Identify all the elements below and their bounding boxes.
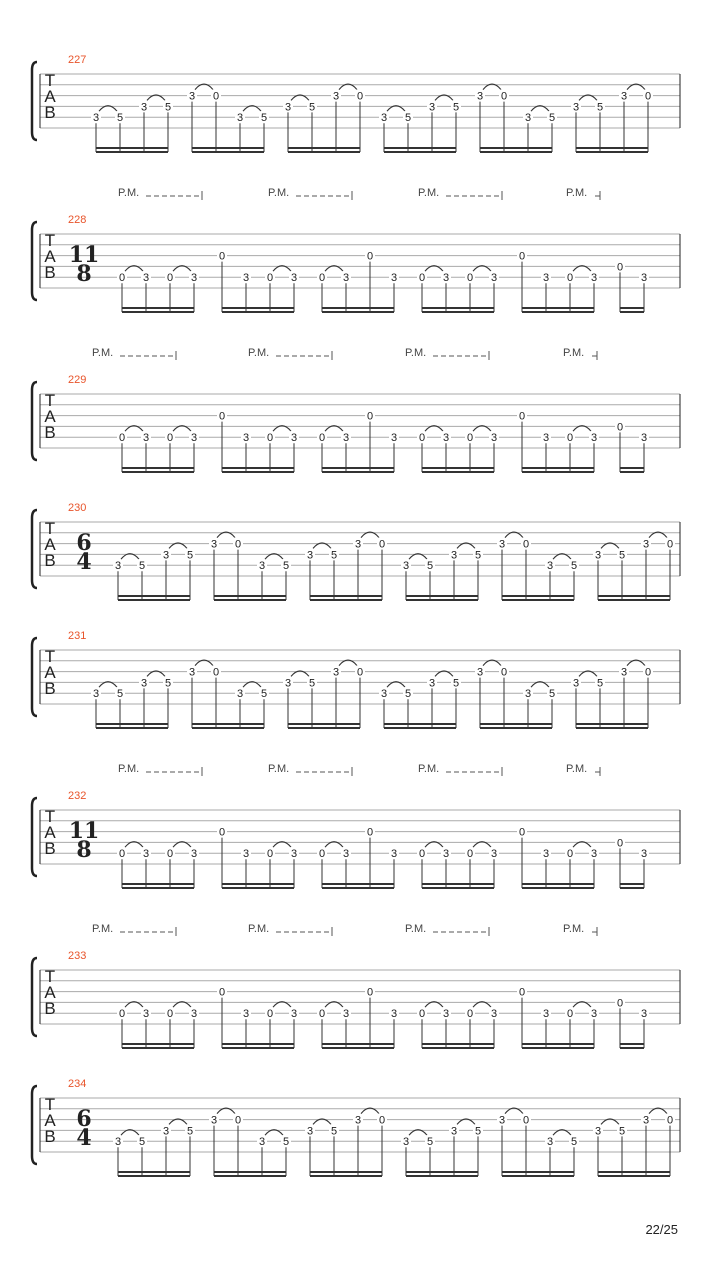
fret-number: 0	[666, 538, 674, 551]
fret-number: 0	[418, 848, 426, 861]
fret-number: 0	[266, 432, 274, 445]
fret-number: 0	[500, 666, 508, 679]
fret-number: 5	[282, 560, 290, 573]
tab-system	[32, 187, 680, 312]
fret-number: 3	[92, 112, 100, 125]
fret-number: 0	[234, 1114, 242, 1127]
measure-number: 234	[68, 1078, 87, 1090]
fret-number: 5	[596, 101, 604, 114]
system-bracket	[32, 62, 37, 140]
fret-number: 3	[114, 1136, 122, 1149]
fret-number: 3	[284, 677, 292, 690]
fret-number: 3	[290, 848, 298, 861]
tab-system	[32, 502, 680, 600]
fret-number: 3	[450, 549, 458, 562]
system-bracket	[32, 958, 37, 1036]
fret-number: 5	[282, 1136, 290, 1149]
fret-number: 3	[242, 1008, 250, 1021]
fret-number: 0	[366, 250, 374, 263]
fret-number: 3	[162, 549, 170, 562]
fret-number: 5	[260, 112, 268, 125]
fret-number: 5	[548, 688, 556, 701]
fret-number: 0	[118, 272, 126, 285]
fret-number: 3	[306, 549, 314, 562]
fret-number: 3	[236, 688, 244, 701]
system-bracket	[32, 382, 37, 460]
palm-mute-label: P.M.	[563, 923, 585, 935]
fret-number: 0	[212, 666, 220, 679]
fret-number: 0	[644, 90, 652, 103]
fret-number: 3	[490, 432, 498, 445]
fret-number: 3	[428, 677, 436, 690]
fret-number: 3	[594, 549, 602, 562]
palm-mute-label: P.M.	[418, 763, 440, 775]
fret-number: 5	[308, 677, 316, 690]
fret-number: 0	[218, 986, 226, 999]
fret-number: 5	[570, 560, 578, 573]
fret-number: 3	[590, 1008, 598, 1021]
fret-number: 3	[490, 272, 498, 285]
fret-number: 3	[284, 101, 292, 114]
fret-number: 0	[566, 272, 574, 285]
tab-clef-letter: A	[44, 407, 56, 426]
fret-number: 5	[308, 101, 316, 114]
time-signature-bottom: 4	[76, 549, 92, 575]
fret-number: 0	[318, 1008, 326, 1021]
fret-number: 3	[142, 432, 150, 445]
fret-number: 3	[640, 848, 648, 861]
fret-number: 0	[318, 848, 326, 861]
fret-number: 3	[258, 1136, 266, 1149]
fret-number: 3	[380, 688, 388, 701]
fret-number: 3	[210, 1114, 218, 1127]
fret-number: 5	[330, 1125, 338, 1138]
time-signature-top: 6	[76, 530, 92, 556]
fret-number: 0	[466, 1008, 474, 1021]
fret-number: 3	[390, 848, 398, 861]
fret-number: 5	[596, 677, 604, 690]
fret-number: 3	[542, 848, 550, 861]
fret-number: 3	[92, 688, 100, 701]
fret-number: 3	[390, 272, 398, 285]
fret-number: 3	[498, 538, 506, 551]
fret-number: 3	[354, 538, 362, 551]
fret-number: 3	[640, 432, 648, 445]
fret-number: 5	[452, 101, 460, 114]
fret-number: 3	[188, 90, 196, 103]
fret-number: 0	[212, 90, 220, 103]
fret-number: 3	[332, 666, 340, 679]
measure-number: 233	[68, 950, 87, 962]
tab-clef-letter: B	[44, 679, 56, 698]
fret-number: 0	[234, 538, 242, 551]
system-bracket	[32, 1086, 37, 1164]
fret-number: 5	[164, 101, 172, 114]
fret-number: 0	[318, 432, 326, 445]
fret-number: 3	[290, 432, 298, 445]
fret-number: 3	[620, 90, 628, 103]
fret-number: 5	[618, 1125, 626, 1138]
fret-number: 0	[378, 1114, 386, 1127]
fret-number: 0	[518, 826, 526, 839]
fret-number: 0	[616, 997, 624, 1010]
fret-number: 5	[618, 549, 626, 562]
fret-number: 3	[476, 90, 484, 103]
fret-number: 3	[236, 112, 244, 125]
fret-number: 3	[142, 272, 150, 285]
fret-number: 0	[418, 432, 426, 445]
tab-clef-letter: B	[44, 839, 56, 858]
fret-number: 3	[162, 1125, 170, 1138]
tab-clef-letter: B	[44, 551, 56, 570]
tab-clef-letter: B	[44, 423, 56, 442]
fret-number: 3	[342, 848, 350, 861]
fret-number: 0	[366, 986, 374, 999]
tab-clef-letter: A	[44, 983, 56, 1002]
fret-number: 5	[426, 560, 434, 573]
fret-number: 5	[474, 549, 482, 562]
palm-mute-label: P.M.	[268, 763, 290, 775]
fret-number: 3	[524, 112, 532, 125]
palm-mute-label: P.M.	[92, 347, 114, 359]
system-bracket	[32, 638, 37, 716]
fret-number: 3	[546, 1136, 554, 1149]
time-signature-bottom: 8	[76, 261, 92, 287]
fret-number: 0	[666, 1114, 674, 1127]
fret-number: 3	[342, 432, 350, 445]
fret-number: 0	[378, 538, 386, 551]
fret-number: 3	[594, 1125, 602, 1138]
fret-number: 0	[522, 538, 530, 551]
fret-number: 3	[140, 101, 148, 114]
fret-number: 3	[546, 560, 554, 573]
measure-number: 228	[68, 214, 87, 226]
fret-number: 5	[164, 677, 172, 690]
tab-clef-letter: T	[44, 391, 56, 410]
fret-number: 3	[542, 1008, 550, 1021]
fret-number: 3	[114, 560, 122, 573]
fret-number: 0	[566, 1008, 574, 1021]
fret-number: 3	[498, 1114, 506, 1127]
fret-number: 0	[518, 250, 526, 263]
fret-number: 3	[450, 1125, 458, 1138]
fret-number: 5	[570, 1136, 578, 1149]
fret-number: 3	[590, 432, 598, 445]
fret-number: 0	[566, 432, 574, 445]
palm-mute-label: P.M.	[118, 763, 140, 775]
palm-mute-label: P.M.	[418, 187, 440, 199]
fret-number: 3	[402, 560, 410, 573]
fret-number: 3	[490, 1008, 498, 1021]
palm-mute-label: P.M.	[566, 187, 588, 199]
fret-number: 0	[266, 848, 274, 861]
fret-number: 3	[572, 677, 580, 690]
fret-number: 5	[404, 112, 412, 125]
fret-number: 3	[190, 848, 198, 861]
fret-number: 0	[266, 1008, 274, 1021]
fret-number: 0	[418, 1008, 426, 1021]
fret-number: 5	[116, 112, 124, 125]
fret-number: 0	[466, 432, 474, 445]
palm-mute-label: P.M.	[248, 923, 270, 935]
fret-number: 3	[442, 272, 450, 285]
fret-number: 3	[140, 677, 148, 690]
fret-number: 0	[166, 848, 174, 861]
fret-number: 3	[258, 560, 266, 573]
fret-number: 3	[332, 90, 340, 103]
fret-number: 0	[566, 848, 574, 861]
fret-number: 5	[452, 677, 460, 690]
fret-number: 0	[118, 1008, 126, 1021]
time-signature-top: 11	[68, 242, 100, 268]
fret-number: 0	[118, 432, 126, 445]
fret-number: 3	[402, 1136, 410, 1149]
fret-number: 3	[190, 272, 198, 285]
fret-number: 0	[166, 432, 174, 445]
fret-number: 0	[616, 421, 624, 434]
palm-mute-label: P.M.	[92, 923, 114, 935]
palm-mute-label: P.M.	[405, 347, 427, 359]
tab-clef-letter: T	[44, 807, 56, 826]
fret-number: 3	[142, 1008, 150, 1021]
fret-number: 3	[442, 1008, 450, 1021]
fret-number: 3	[642, 538, 650, 551]
fret-number: 5	[330, 549, 338, 562]
fret-number: 3	[290, 1008, 298, 1021]
tab-system	[32, 630, 680, 728]
tab-clef-letter: B	[44, 999, 56, 1018]
fret-number: 0	[356, 666, 364, 679]
tab-system	[32, 347, 680, 472]
fret-number: 3	[242, 848, 250, 861]
fret-number: 0	[522, 1114, 530, 1127]
tab-clef-letter: A	[44, 1111, 56, 1130]
measure-number: 231	[68, 630, 87, 642]
tab-clef-letter: A	[44, 535, 56, 554]
fret-number: 0	[356, 90, 364, 103]
fret-number: 0	[644, 666, 652, 679]
tab-clef-letter: T	[44, 1095, 56, 1114]
fret-number: 0	[166, 1008, 174, 1021]
fret-number: 0	[466, 272, 474, 285]
fret-number: 0	[218, 410, 226, 423]
palm-mute-label: P.M.	[563, 347, 585, 359]
fret-number: 0	[518, 986, 526, 999]
fret-number: 3	[190, 1008, 198, 1021]
fret-number: 3	[142, 848, 150, 861]
system-bracket	[32, 222, 37, 300]
fret-number: 0	[418, 272, 426, 285]
time-signature-bottom: 4	[76, 1125, 92, 1151]
measure-number: 230	[68, 502, 87, 514]
time-signature-top: 11	[68, 818, 100, 844]
fret-number: 0	[266, 272, 274, 285]
tab-clef-letter: T	[44, 519, 56, 538]
measure-number: 232	[68, 790, 87, 802]
tab-clef-letter: B	[44, 103, 56, 122]
fret-number: 3	[572, 101, 580, 114]
fret-number: 3	[542, 272, 550, 285]
fret-number: 3	[490, 848, 498, 861]
time-signature-bottom: 8	[76, 837, 92, 863]
fret-number: 0	[616, 261, 624, 274]
tab-clef-letter: A	[44, 247, 56, 266]
fret-number: 3	[380, 112, 388, 125]
fret-number: 0	[218, 826, 226, 839]
fret-number: 5	[186, 1125, 194, 1138]
fret-number: 3	[640, 272, 648, 285]
fret-number: 3	[390, 432, 398, 445]
fret-number: 0	[118, 848, 126, 861]
tab-clef-letter: A	[44, 823, 56, 842]
tab-clef-letter: B	[44, 1127, 56, 1146]
measure-number: 227	[68, 54, 87, 66]
fret-number: 0	[166, 272, 174, 285]
fret-number: 3	[442, 432, 450, 445]
tab-clef-letter: A	[44, 663, 56, 682]
fret-number: 3	[640, 1008, 648, 1021]
tab-system	[32, 1078, 680, 1176]
fret-number: 3	[242, 272, 250, 285]
fret-number: 3	[354, 1114, 362, 1127]
fret-number: 0	[500, 90, 508, 103]
fret-number: 3	[524, 688, 532, 701]
fret-number: 3	[642, 1114, 650, 1127]
tab-clef-letter: A	[44, 87, 56, 106]
fret-number: 0	[518, 410, 526, 423]
fret-number: 3	[442, 848, 450, 861]
fret-number: 0	[616, 837, 624, 850]
fret-number: 5	[426, 1136, 434, 1149]
fret-number: 0	[466, 848, 474, 861]
fret-number: 3	[390, 1008, 398, 1021]
tab-clef-letter: B	[44, 263, 56, 282]
fret-number: 3	[542, 432, 550, 445]
fret-number: 5	[138, 560, 146, 573]
fret-number: 3	[210, 538, 218, 551]
fret-number: 5	[404, 688, 412, 701]
palm-mute-label: P.M.	[566, 763, 588, 775]
fret-number: 3	[342, 272, 350, 285]
page-number: 22/25	[645, 1222, 678, 1237]
fret-number: 3	[190, 432, 198, 445]
fret-number: 3	[428, 101, 436, 114]
fret-number: 3	[620, 666, 628, 679]
fret-number: 0	[218, 250, 226, 263]
fret-number: 3	[290, 272, 298, 285]
tab-clef-letter: T	[44, 231, 56, 250]
fret-number: 3	[188, 666, 196, 679]
fret-number: 3	[306, 1125, 314, 1138]
palm-mute-label: P.M.	[405, 923, 427, 935]
fret-number: 3	[242, 432, 250, 445]
palm-mute-label: P.M.	[248, 347, 270, 359]
tab-system	[32, 923, 680, 1048]
fret-number: 0	[366, 410, 374, 423]
fret-number: 0	[318, 272, 326, 285]
tab-clef-letter: T	[44, 967, 56, 986]
time-signature-top: 6	[76, 1106, 92, 1132]
fret-number: 3	[590, 272, 598, 285]
fret-number: 5	[260, 688, 268, 701]
fret-number: 3	[342, 1008, 350, 1021]
measure-number: 229	[68, 374, 87, 386]
fret-number: 5	[548, 112, 556, 125]
fret-number: 3	[476, 666, 484, 679]
palm-mute-label: P.M.	[118, 187, 140, 199]
palm-mute-label: P.M.	[268, 187, 290, 199]
tab-system	[32, 54, 680, 152]
fret-number: 5	[474, 1125, 482, 1138]
tab-clef-letter: T	[44, 647, 56, 666]
fret-number: 0	[366, 826, 374, 839]
system-bracket	[32, 510, 37, 588]
fret-number: 3	[590, 848, 598, 861]
fret-number: 5	[138, 1136, 146, 1149]
system-bracket	[32, 798, 37, 876]
fret-number: 5	[116, 688, 124, 701]
tab-clef-letter: T	[44, 71, 56, 90]
tab-system	[32, 763, 680, 888]
fret-number: 5	[186, 549, 194, 562]
